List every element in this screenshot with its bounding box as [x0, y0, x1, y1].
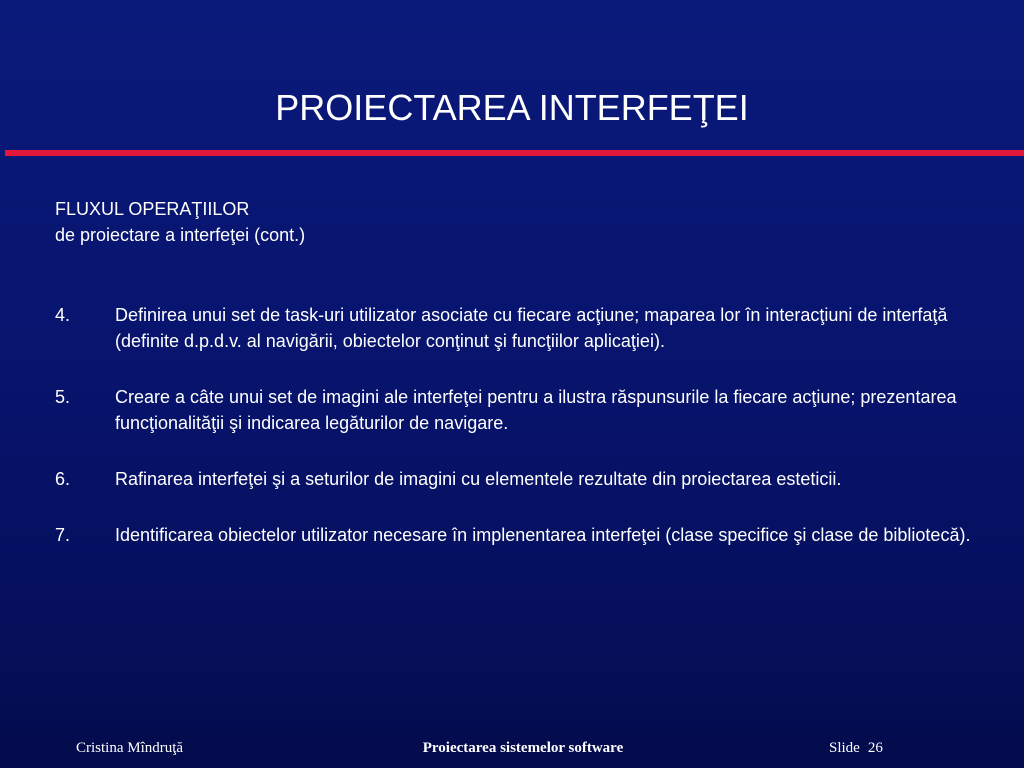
title-divider [5, 150, 1024, 156]
section-heading [55, 196, 305, 248]
list-item-text: Rafinarea interfeţei şi a seturilor de imagini cu elementele rezultate din proiectarea esteticii. [115, 469, 842, 489]
slide-number: 26 [867, 740, 883, 756]
footer-course-title: Proiectarea sistemelor software [422, 740, 624, 756]
list-item-number: 7. [55, 525, 71, 545]
steps-list [55, 302, 980, 578]
list-item [55, 522, 980, 548]
section-heading-line-1: FLUXUL OPERAŢIILOR [55, 199, 250, 219]
section-heading-line-2: de proiectare a interfeţei (cont.) [55, 225, 306, 245]
list-item [55, 302, 980, 354]
list-item-number: 6. [55, 469, 71, 489]
list-item [55, 384, 980, 436]
footer-author: Cristina Mîndruţă [76, 740, 184, 756]
list-item-number: 5. [55, 387, 71, 407]
list-item [55, 466, 980, 492]
footer-slide-number [829, 738, 891, 758]
slide-title: PROIECTAREA INTERFEŢEI [275, 87, 749, 128]
slide-label: Slide [829, 740, 860, 756]
list-item-text: Identificarea obiectelor utilizator necesare în implenentarea interfeţei (clase specifice şi clase de bibliotecă). [115, 525, 971, 545]
list-item-number: 4. [55, 305, 71, 325]
list-item-text: Definirea unui set de task-uri utilizator asociate cu fiecare acţiune; maparea lor în interacţiuni de interfaţă (definite d.p.d.v. al navigării, obiectelor conţinut şi funcţiilor aplicaţiei). [115, 305, 948, 351]
list-item-text: Creare a câte unui set de imagini ale interfeţei pentru a ilustra răspunsurile la fiecare acţiune; prezentarea funcţionalităţii şi indicarea legăturilor de navigare. [115, 387, 957, 433]
